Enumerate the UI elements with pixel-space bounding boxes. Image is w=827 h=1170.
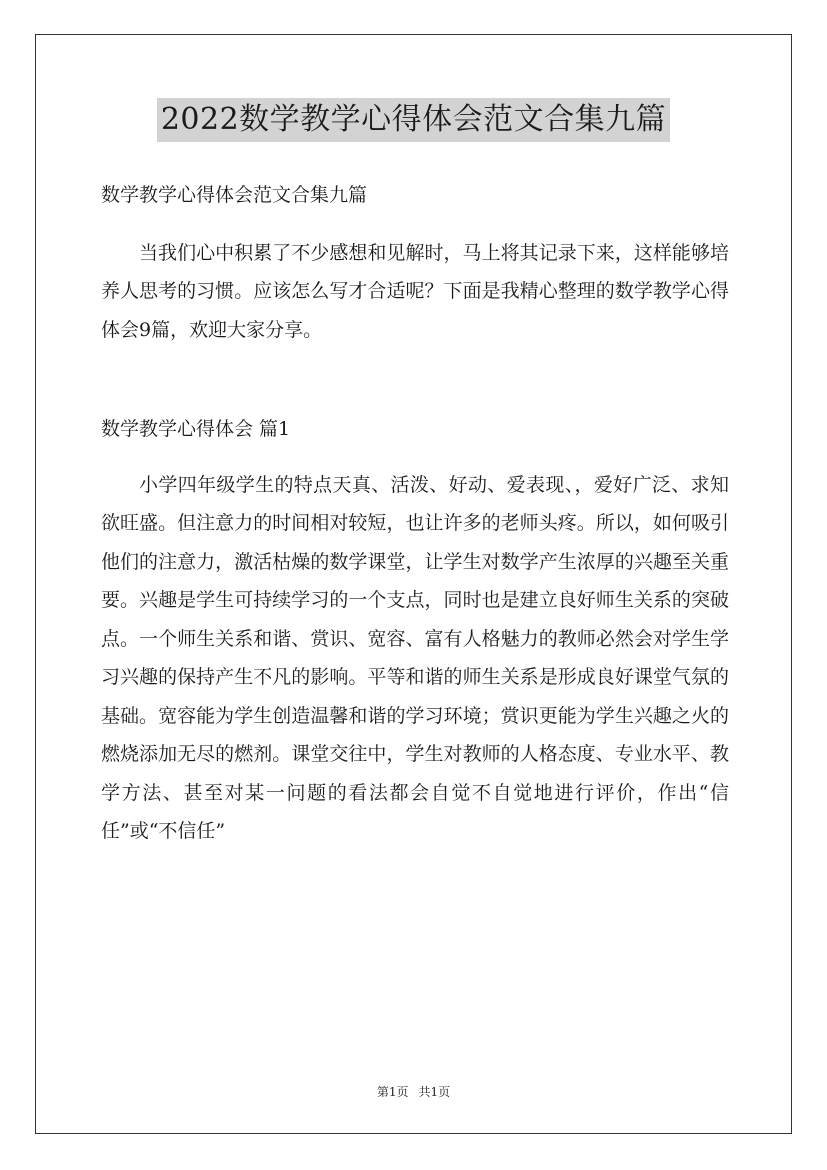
page-number: 第1页	[376, 1085, 409, 1099]
intro-paragraph: 当我们心中积累了不少感想和见解时，马上将其记录下来，这样能够培养人思考的习惯。应该怎么写才合适呢？下面是我精心整理的数学教学心得体会9篇，欢迎大家分享。	[101, 241, 729, 341]
section-1-paragraph: 小学四年级学生的特点天真、活泼、好动、爱表现、，爱好广泛、求知欲旺盛。但注意力的时间相对较短，也让许多的老师头疼。所以，如何吸引他们的注意力，激活枯燥的数学课堂，让学生对数学产生浓厚的兴趣至关重要。兴趣是学生可持续学习的一个支点，同时也是建立良好师生关系的突破点。一个师生关系和谐、赏识、宽容、富有人格魅力的教师必然会对学生学习兴趣的保持产生不凡的影响。平等和谐的师生关系是形成良好课堂气氛的基础。宽容能为学生创造温馨和谐的学习环境；赏识更能为学生兴趣之火的燃烧添加无尽的燃剂。课堂交往中，学生对教师的人格态度、专业水平、教学方法、甚至对某一问题的看法都会自觉不自觉地进行评价，作出“信任”或“不信任”	[101, 473, 729, 842]
document-subtitle: 数学教学心得体会范文合集九篇	[101, 184, 368, 206]
page-total: 共1页	[418, 1085, 451, 1099]
page-footer	[0, 1084, 827, 1100]
document-title: 2022数学教学心得体会范文合集九篇	[157, 98, 670, 142]
title-container	[0, 98, 827, 142]
section-1-heading: 数学教学心得体会 篇1	[101, 418, 291, 440]
document-body	[101, 176, 729, 851]
